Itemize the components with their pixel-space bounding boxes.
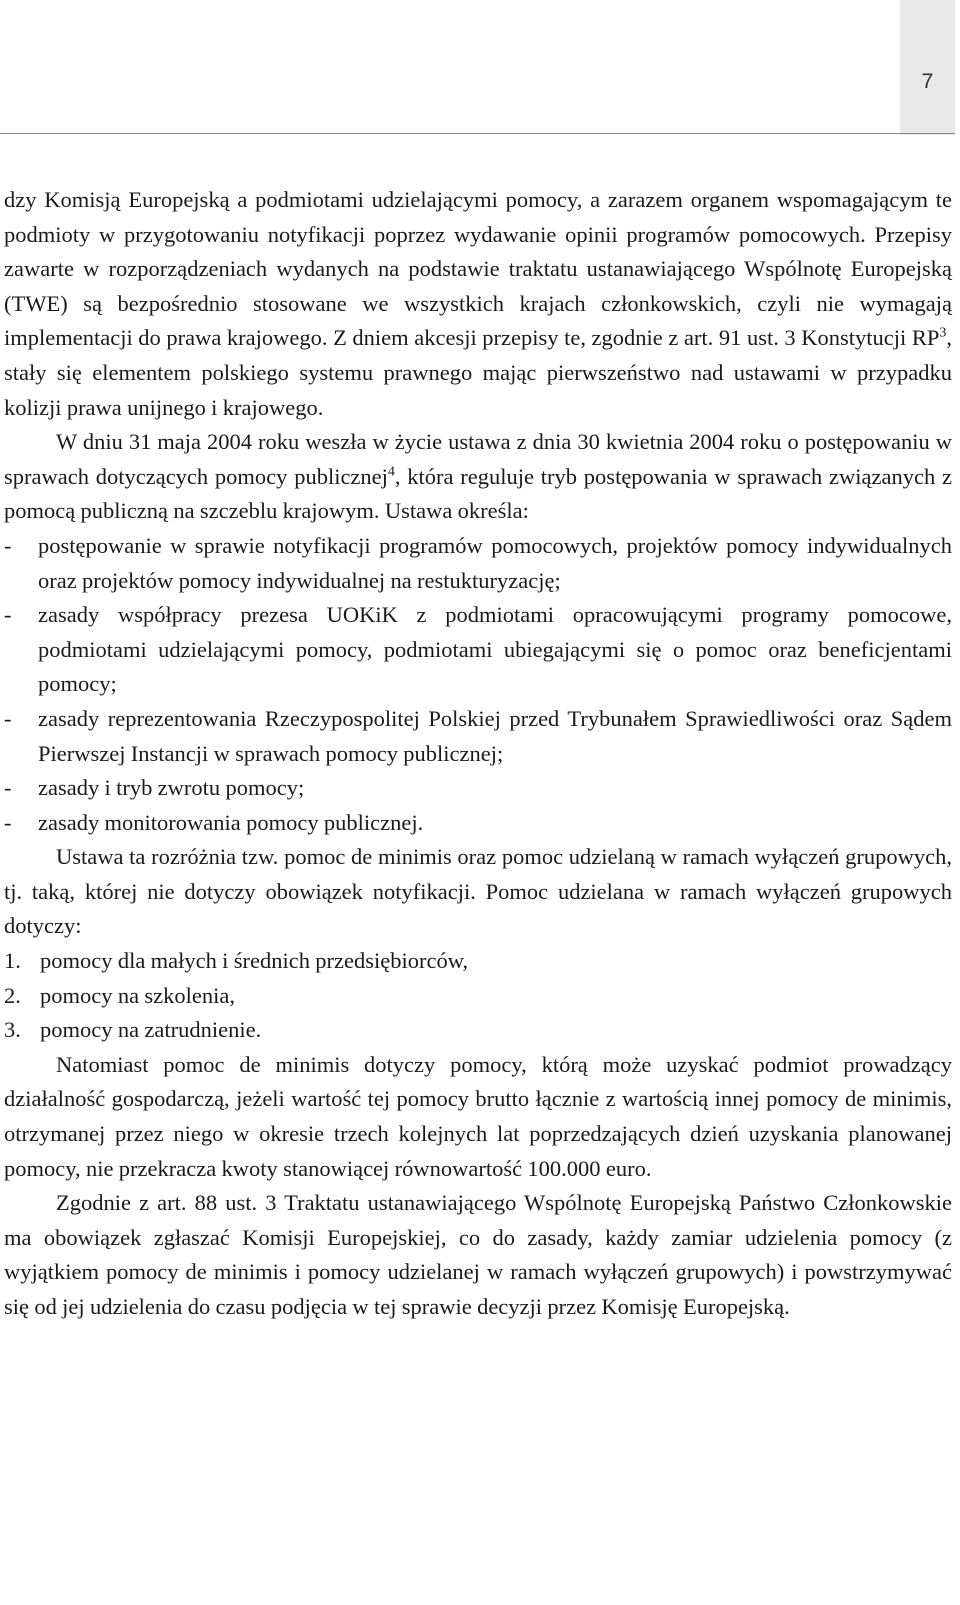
bullet-marker: -: [4, 775, 12, 801]
paragraph-1-text: dzy Komisją Europejską a podmiotami udzielającymi pomocy, a zarazem organem wspomagającym te podmioty w przygotowaniu notyfikacji poprzez wydawanie opinii programów pomocowych. Przepisy zawarte w rozporządzeniach wydanych na podstawie traktatu ustanawiającego Wspólnotę Europejską (TWE) są bezpośrednio stosowane we wszystkich krajach członkowskich, czyli nie wymagają implementacji do prawa krajowego. Z dniem akcesji przepisy te, zgodnie z art. 91 ust. 3 Konstytucji RP: [4, 187, 952, 351]
bullet-marker: -: [4, 602, 12, 628]
list-number: 3.: [4, 1017, 21, 1043]
paragraph-1-tail: , stały się elementem polskiego systemu prawnego mając pierwszeństwo nad ustawami w przypadku kolizji prawa unijnego i krajowego.: [4, 325, 952, 420]
numbered-list: [4, 944, 952, 1048]
page-number: 7: [921, 70, 934, 93]
list-item-text: zasady współpracy prezesa UOKiK z podmiotami opracowującymi programy pomocowe, podmiotami udzielającymi pomocy, podmiotami ubiegającymi się o pomoc oraz beneficjentami pomocy;: [38, 602, 952, 697]
page-number-tab: [900, 0, 955, 135]
list-item: [4, 598, 952, 702]
bullet-marker: -: [4, 532, 12, 558]
list-item-text: pomocy na zatrudnienie.: [40, 1017, 262, 1043]
paragraph-2: [4, 425, 952, 529]
list-item-text: pomocy na szkolenia,: [40, 982, 235, 1008]
bullet-marker: -: [4, 809, 12, 835]
paragraph-5: Zgodnie z art. 88 ust. 3 Traktatu ustanawiającego Wspólnotę Europejską Państwo Członkowskie ma obowiązek zgłaszać Komisji Europejskiej, co do zasady, każdy zamiar udzielenia pomocy (z wyjątkiem pomocy de minimis i pomocy udzielanej w ramach wyłączeń grupowych) i powstrzymywać się od jej udzielenia do czasu podjęcia w tej sprawie decyzji przez Komisję Europejską.: [4, 1190, 952, 1319]
list-item: [4, 806, 952, 841]
footnote-ref-4: 4: [387, 464, 395, 480]
paragraph-2-tail: , która reguluje tryb postępowania w sprawach związanych z pomocą publiczną na szczeblu krajowym. Ustawa określa:: [4, 463, 952, 524]
list-item: [4, 702, 952, 771]
list-item-text: zasady reprezentowania Rzeczypospolitej Polskiej przed Trybunałem Sprawiedliwości oraz Sądem Pierwszej Instancji w sprawach pomocy publicznej;: [38, 705, 952, 766]
paragraph-4: Natomiast pomoc de minimis dotyczy pomocy, którą może uzyskać podmiot prowadzący działalność gospodarczą, jeżeli wartość tej pomocy brutto łącznie z wartością innej pomocy de minimis, otrzymanej przez niego w okresie trzech kolejnych lat poprzedzających dzień uzyskania planowanej pomocy, nie przekracza kwoty stanowiącej równowartość 100.000 euro.: [4, 1051, 952, 1181]
list-item: [4, 1013, 952, 1048]
paragraph-2-text: W dniu 31 maja 2004 roku weszła w życie ustawa z dnia 30 kwietnia 2004 roku o postępowaniu w sprawach dotyczących pomocy publicznej: [4, 429, 952, 489]
list-number: 2.: [4, 982, 21, 1008]
document-body: [4, 183, 952, 1325]
footnote-ref-3: 3: [939, 325, 947, 341]
list-item: [4, 771, 952, 806]
bullet-marker: -: [4, 705, 12, 731]
list-item: [4, 944, 952, 979]
paragraph-3: Ustawa ta rozróżnia tzw. pomoc de minimis oraz pomoc udzielaną w ramach wyłączeń grupowych, tj. taką, której nie dotyczy obowiązek notyfikacji. Pomoc udzielana w ramach wyłączeń grupowych dotyczy:: [4, 844, 952, 939]
list-item-text: postępowanie w sprawie notyfikacji programów pomocowych, projektów pomocy indywidualnych oraz projektów pomocy indywidualnej na restukturyzację;: [38, 532, 952, 593]
list-number: 1.: [4, 948, 21, 974]
list-item-text: pomocy dla małych i średnich przedsiębiorców,: [40, 948, 469, 974]
list-item: [4, 979, 952, 1014]
list-item-text: zasady monitorowania pomocy publicznej.: [38, 809, 424, 835]
header-rule: [0, 133, 955, 134]
list-item: [4, 529, 952, 598]
paragraph-1: [4, 183, 952, 425]
list-item-text: zasady i tryb zwrotu pomocy;: [38, 775, 305, 801]
bullet-list: [4, 529, 952, 840]
